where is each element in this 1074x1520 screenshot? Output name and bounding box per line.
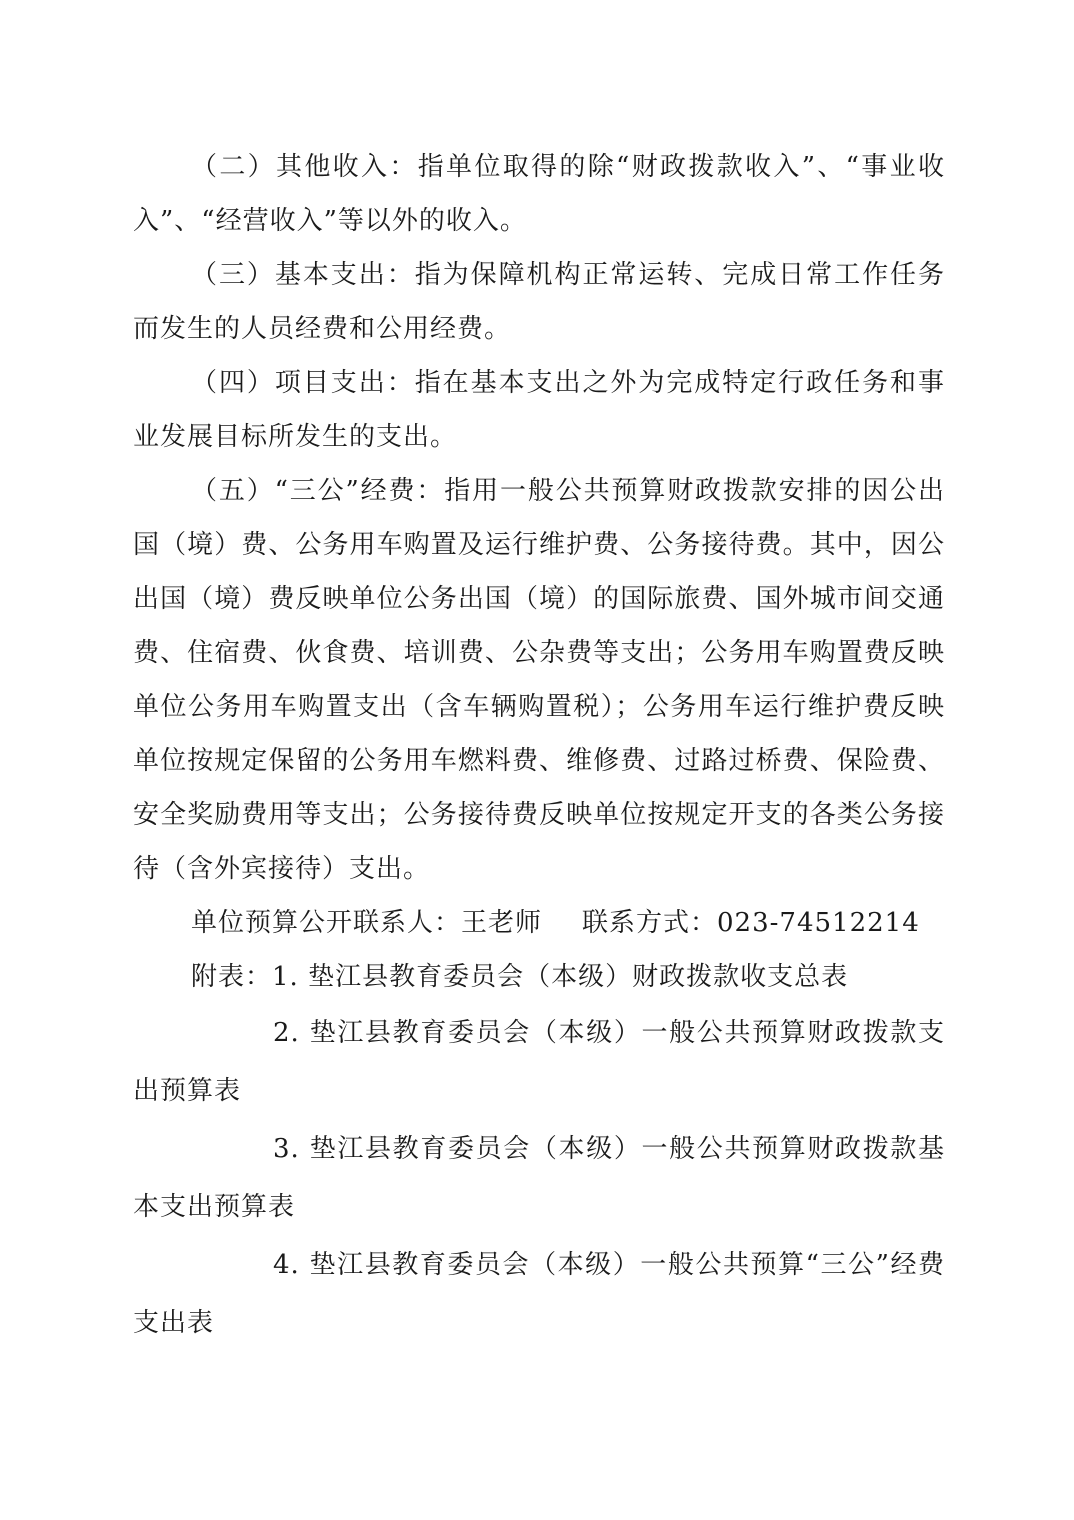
attachment-item-4 [133, 1236, 945, 1352]
paragraph-basic-expenditure: （三）基本支出：指为保障机构正常运转、完成日常工作任务而发生的人员经费和公用经费。 [133, 260, 945, 344]
contact-person: 单位预算公开联系人：王老师 [191, 908, 543, 938]
attachment-item-text: 3. 垫江县教育委员会（本级）一般公共预算财政拨款基本支出预算表 [133, 1134, 945, 1222]
document-body [133, 140, 945, 1352]
attachment-item-text: 2. 垫江县教育委员会（本级）一般公共预算财政拨款支出预算表 [133, 1018, 945, 1106]
attachment-item-2 [133, 1004, 945, 1120]
paragraph-other-income: （二）其他收入：指单位取得的除“财政拨款收入”、“事业收入”、“经营收入”等以外的收入。 [133, 152, 945, 236]
attachment-heading: 附表：1. 垫江县教育委员会（本级）财政拨款收支总表 [191, 962, 849, 992]
contact-line [133, 896, 945, 950]
attachment-item-text: 4. 垫江县教育委员会（本级）一般公共预算“三公”经费支出表 [133, 1250, 945, 1338]
attachment-item-3 [133, 1120, 945, 1236]
paragraph-three-public-expenses: （五）“三公”经费：指用一般公共预算财政拨款安排的因公出国（境）费、公务用车购置及运行维护费、公务接待费。其中，因公出国（境）费反映单位公务出国（境）的国际旅费、国外城市间交通费、住宿费、伙食费、培训费、公杂费等支出；公务用车购置费反映单位公务用车购置支出（含车辆购置税）；公务用车运行维护费反映单位按规定保留的公务用车燃料费、维修费、过路过桥费、保险费、安全奖励费用等支出；公务接待费反映单位按规定开支的各类公务接待（含外宾接待）支出。 [133, 476, 945, 884]
paragraph-project-expenditure: （四）项目支出：指在基本支出之外为完成特定行政任务和事业发展目标所发生的支出。 [133, 368, 945, 452]
contact-phone: 联系方式：023-74512214 [582, 908, 920, 938]
